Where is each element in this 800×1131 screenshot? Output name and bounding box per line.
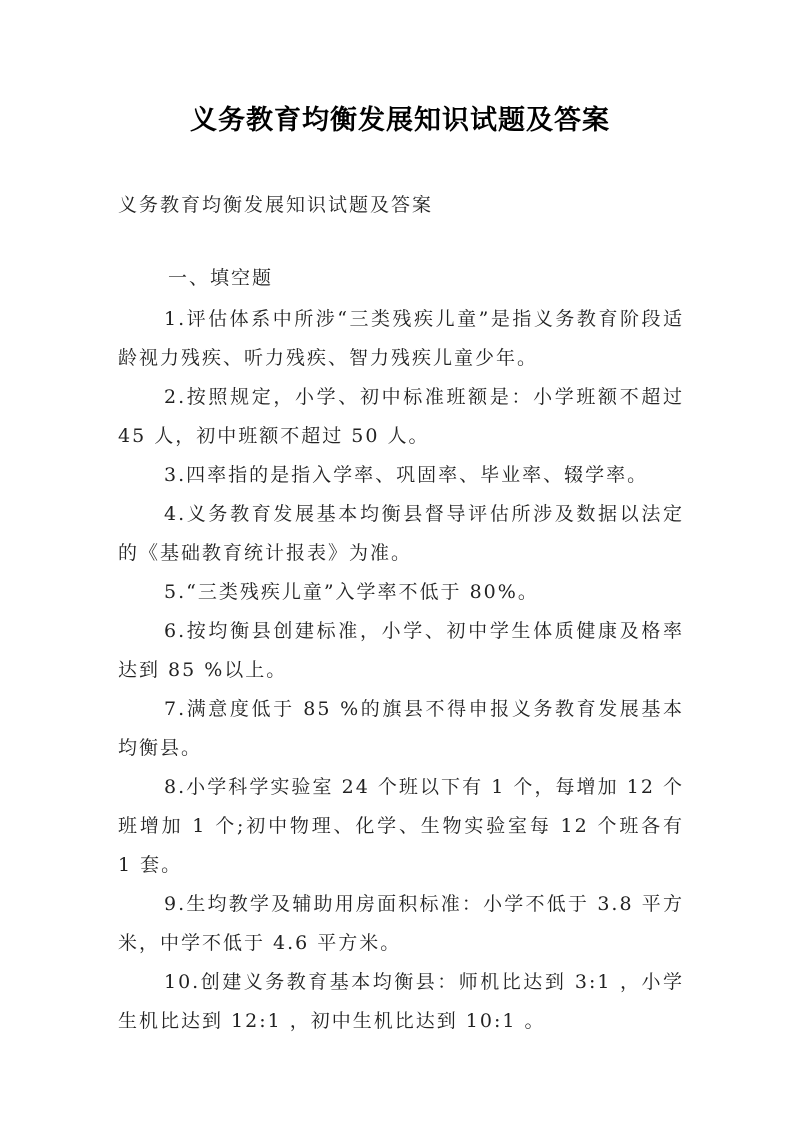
question-item: 8.小学科学实验室 24 个班以下有 1 个，每增加 12 个班增加 1 个;初中物理、化学、生物实验室每 12 个班各有 1 套。	[118, 776, 684, 876]
section-heading: 一、填空题	[168, 267, 274, 289]
question-item: 1.评估体系中所涉“三类残疾儿童”是指义务教育阶段适龄视力残疾、听力残疾、智力残疾儿童少年。	[118, 308, 684, 369]
question-item: 7.满意度低于 85 %的旗县不得申报义务教育发展基本均衡县。	[118, 698, 684, 759]
document-title: 义务教育均衡发展知识试题及答案	[190, 105, 610, 136]
question-item: 9.生均教学及辅助用房面积标准：小学不低于 3.8 平方米，中学不低于 4.6 平方米。	[118, 893, 684, 954]
question-item: 10.创建义务教育基本均衡县：师机比达到 3:1 ，小学生机比达到 12:1 ，初中生机比达到 10:1 。	[118, 971, 684, 1032]
question-item: 5.“三类残疾儿童”入学率不低于 80%。	[164, 581, 539, 603]
question-item: 2.按照规定，小学、初中标准班额是：小学班额不超过 45 人，初中班额不超过 50 人。	[118, 386, 684, 447]
question-item: 3.四率指的是指入学率、巩固率、毕业率、辍学率。	[164, 464, 649, 486]
question-list	[118, 300, 684, 1041]
document-subtitle: 义务教育均衡发展知识试题及答案	[118, 194, 434, 216]
question-item: 6.按均衡县创建标准，小学、初中学生体质健康及格率达到 85 %以上。	[118, 620, 684, 681]
question-item: 4.义务教育发展基本均衡县督导评估所涉及数据以法定的《基础教育统计报表》为准。	[118, 503, 684, 564]
